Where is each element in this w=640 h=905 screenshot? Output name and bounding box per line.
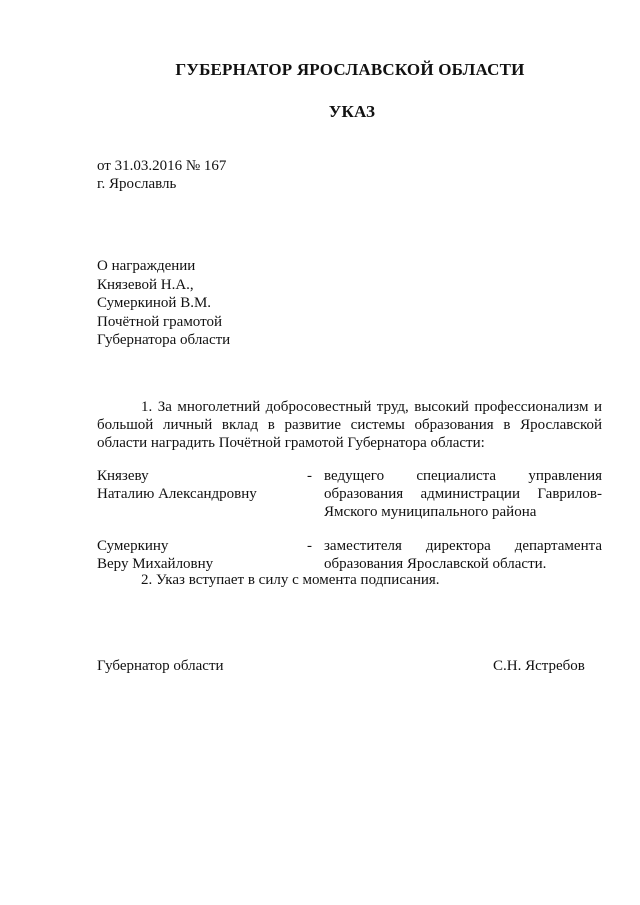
subject-line: Губернатора области	[97, 332, 231, 348]
awardee-name	[97, 467, 307, 503]
city: г. Ярославль	[97, 176, 177, 192]
paragraph-1: 1. За многолетний добросовестный труд, высокий профессионализм и большой личный вклад в развитие системы образования в Ярославской области наградить Почётной грамотой Губернатора области:	[97, 399, 602, 451]
issuing-authority-heading: ГУБЕРНАТОР ЯРОСЛАВСКОЙ ОБЛАСТИ	[175, 60, 525, 79]
awardee-name	[97, 537, 307, 573]
paragraph-2: 2. Указ вступает в силу с момента подписания.	[141, 572, 440, 588]
dash-separator: -	[307, 538, 312, 554]
position-line: заместителя директора департамента	[324, 538, 602, 554]
position-line: Ямского муниципального района	[324, 504, 537, 520]
subject-line: Сумеркиной В.М.	[97, 295, 212, 311]
position-line: образования Ярославской области.	[324, 556, 547, 572]
subject-line: Князевой Н.А.,	[97, 276, 194, 293]
awardee-surname: Князеву	[97, 468, 149, 484]
subject-block	[97, 257, 230, 350]
dash-separator: -	[307, 468, 312, 484]
awardee-position	[324, 537, 602, 573]
signatory-name: С.Н. Ястребов	[493, 658, 585, 674]
position-line: образования администрации Гаврилов-	[324, 486, 602, 502]
awardee-given-name: Веру Михайловну	[97, 556, 214, 572]
signatory-title: Губернатор области	[97, 658, 224, 674]
date-number: от 31.03.2016 № 167	[97, 158, 227, 174]
awardee-surname: Сумеркину	[97, 538, 169, 554]
awardee-entry	[97, 467, 602, 521]
awardee-position	[324, 467, 602, 521]
document-type-heading: УКАЗ	[328, 102, 376, 121]
awardee-given-name: Наталию Александровну	[97, 486, 257, 502]
subject-line: Почётной грамотой	[97, 313, 222, 330]
awardee-entry	[97, 537, 602, 573]
position-line: ведущего специалиста управления	[324, 468, 602, 484]
subject-line: О награждении	[97, 258, 196, 274]
